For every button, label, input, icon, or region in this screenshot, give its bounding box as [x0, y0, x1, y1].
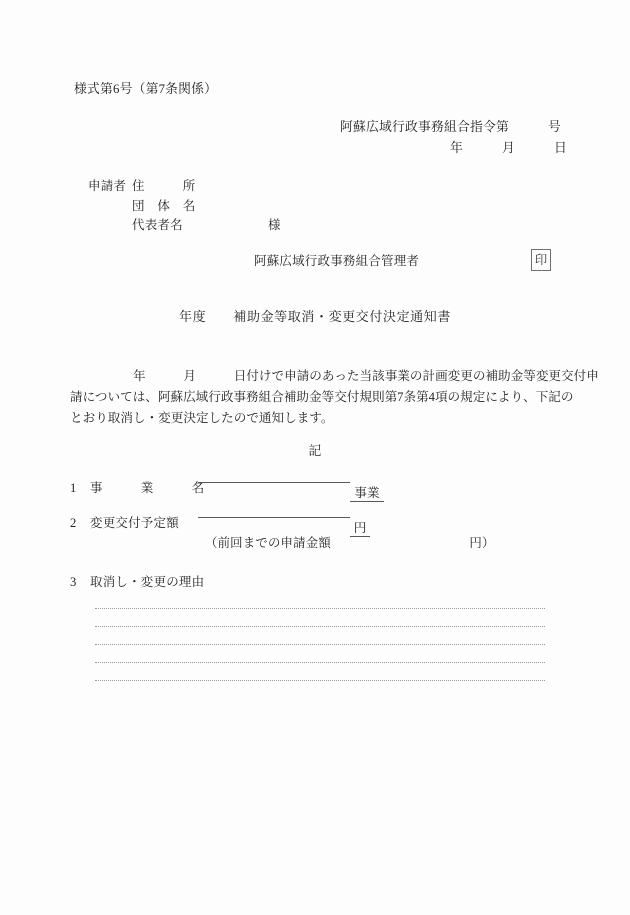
body-paragraph [70, 366, 599, 429]
item-1-label: 事 業 名 [90, 481, 205, 495]
order-date-line: 年 月 日 [450, 141, 567, 155]
body-line-3: とおり取消し・変更決定したので通知します。 [70, 411, 334, 425]
issuer-name: 阿蘇広域行政事務組合管理者 [254, 254, 420, 268]
revised-amount-field[interactable] [198, 517, 350, 518]
item-1-number: 1 [70, 481, 77, 495]
applicant-organization-label: 団 体 名 [132, 199, 196, 213]
body-line-1: 年 月 日付けで申請のあった当該事業の計画変更の補助金等変更交付申 [70, 369, 599, 383]
item-2-unit: 円 [350, 517, 370, 537]
applicant-representative-label: 代表者名 [132, 218, 183, 232]
reason-writing-line[interactable] [95, 626, 545, 627]
item-2-number: 2 [70, 516, 77, 530]
reason-writing-line[interactable] [95, 680, 545, 681]
item-3-number: 3 [70, 575, 77, 589]
seal-stamp-icon: 印 [531, 249, 551, 271]
reason-writing-line[interactable] [95, 608, 545, 609]
project-name-field[interactable] [198, 482, 350, 483]
body-line-2: 請については、阿蘇広域行政事務組合補助金等交付規則第7条第4項の規定により、下記の [70, 390, 574, 404]
item-2-label: 変更交付予定額 [90, 516, 179, 530]
form-number: 様式第6号（第7条関係） [74, 82, 218, 96]
reason-writing-line[interactable] [95, 662, 545, 663]
item-3-label: 取消し・変更の理由 [90, 575, 205, 589]
applicant-label: 申請者 [88, 179, 127, 193]
order-number-line: 阿蘇広域行政事務組合指令第 号 [340, 120, 561, 134]
applicant-honorific: 様 [268, 218, 281, 232]
item-1-unit: 事業 [350, 482, 384, 502]
applicant-address-label: 住 所 [132, 179, 196, 193]
ki-marker: 記 [308, 444, 322, 458]
document-title: 年度 補助金等取消・変更交付決定通知書 [178, 309, 451, 324]
previous-amount-note: （前回までの申請金額 円） [205, 536, 495, 550]
reason-writing-line[interactable] [95, 644, 545, 645]
